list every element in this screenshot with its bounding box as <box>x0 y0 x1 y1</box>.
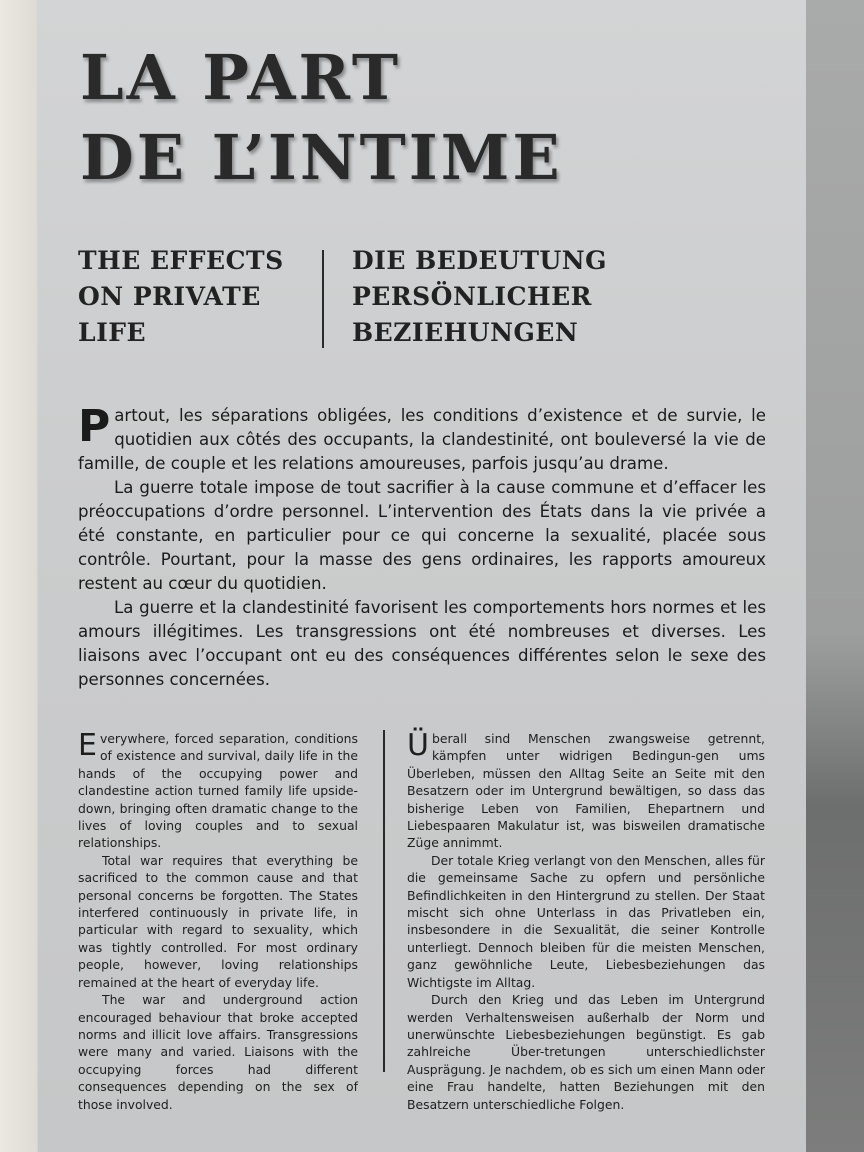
wall-left <box>0 0 38 1152</box>
subtitle-de-line-3: BEZIEHUNGEN <box>352 318 579 347</box>
english-text <box>78 730 358 1113</box>
english-dropcap: E <box>78 728 97 763</box>
english-paragraph-1-text: verywhere, forced separation, conditions of existence and survival, daily life in the hands of the occupying power and clandestine action turned family life upside-down, bringing often dramatic change to the lives of loving couples and to sexual relationships. <box>78 731 358 851</box>
panel-title <box>80 38 563 198</box>
french-dropcap: P <box>78 401 111 452</box>
french-paragraph-3: La guerre et la clandestinité favorisent les comportements hors normes et les amours illégitimes. Les transgressions ont été nombreuses et diverses. Les liaisons avec l’occupant ont eu des conséquences différentes selon le sexe des personnes concernées. <box>78 598 766 689</box>
french-paragraph-1 <box>78 401 766 476</box>
column-divider <box>383 730 385 1072</box>
english-paragraph-1 <box>78 730 358 852</box>
wall-right <box>806 0 864 1152</box>
french-paragraph-1-text: artout, les séparations obligées, les conditions d’existence et de survie, le quotidien aux côtés des occupants, la clandestinité, ont bouleversé la vie de famille, de couple et les relations amoureuses, parfois jusqu’au drame. <box>78 406 766 473</box>
german-paragraph-2: Der totale Krieg verlangt von den Menschen, alles für die gemeinsame Sache zu opfern und persönliche Befindlichkeiten in den Hintergrund zu stellen. Der Staat mischt sich ohne Unterlass in das Privatleben ein, insbesondere in die Sexualität, die seiner Kontrolle unterliegt. Dennoch bleiben für die meisten Menschen, ganz gewöhnliche Leute, Liebesbeziehungen das Wichtigste im Alltag. <box>407 852 765 990</box>
german-paragraph-1 <box>407 730 765 852</box>
english-paragraph-3: The war and underground action encouraged behaviour that broke accepted norms and illicit love affairs. Transgressions were many and varied. Liaisons with the occupying forces had different consequences depending on the sex of those involved. <box>78 992 358 1112</box>
title-line-2: DE L’INTIME <box>80 121 563 194</box>
subtitle-de-line-2: PERSÖNLICHER <box>352 282 592 311</box>
subtitle-de-line-1: DIE BEDEUTUNG <box>352 246 607 275</box>
subtitle-english <box>78 243 284 351</box>
subtitle-divider <box>322 250 324 348</box>
title-line-1: LA PART <box>80 41 402 114</box>
english-paragraph-2: Total war requires that everything be sacrificed to the common cause and that personal concerns be forgotten. The States interfered continuously in private life, in particular with regard to sexuality, which was tightly controlled. For most ordinary people, however, loving relationships remained at the heart of everyday life. <box>78 852 358 990</box>
german-text <box>407 730 765 1113</box>
german-dropcap: Ü <box>407 728 429 763</box>
german-paragraph-3: Durch den Krieg und das Leben im Untergrund werden Verhaltensweisen außerhalb der Norm und unerwünschte Liebesbeziehungen begünstigt. Es gab zahlreiche Über-tretungen unterschiedlichster Ausprägung. Je nachdem, ob es sich um einen Mann oder eine Frau handelte, hatten Beziehungen mit den Besatzern unterschiedliche Folgen. <box>407 992 765 1112</box>
german-paragraph-1-text: berall sind Menschen zwangsweise getrennt, kämpfen unter widrigen Bedingun-gen ums Überleben, müssen den Alltag Seite an Seite mit den Besatzern oder im Untergrund bewältigen, so dass das bisherige Leben von Familien, Ehepartnern und Liebespaaren Makulatur ist, was bisweilen dramatische Züge annimmt. <box>407 731 765 851</box>
french-paragraph-2: La guerre totale impose de tout sacrifier à la cause commune et d’effacer les préoccupations d’ordre personnel. L’intervention des États dans la vie privée a été constante, en particulier pour ce qui concerne la sexualité, placée sous contrôle. Pourtant, pour la masse des gens ordinaires, les rapports amoureux restent au cœur du quotidien. <box>78 478 766 593</box>
subtitle-en-line-1: THE EFFECTS <box>78 246 284 275</box>
french-text <box>78 401 766 692</box>
subtitle-german <box>352 243 607 351</box>
subtitle-en-line-3: LIFE <box>78 318 147 347</box>
subtitle-en-line-2: ON PRIVATE <box>78 282 261 311</box>
